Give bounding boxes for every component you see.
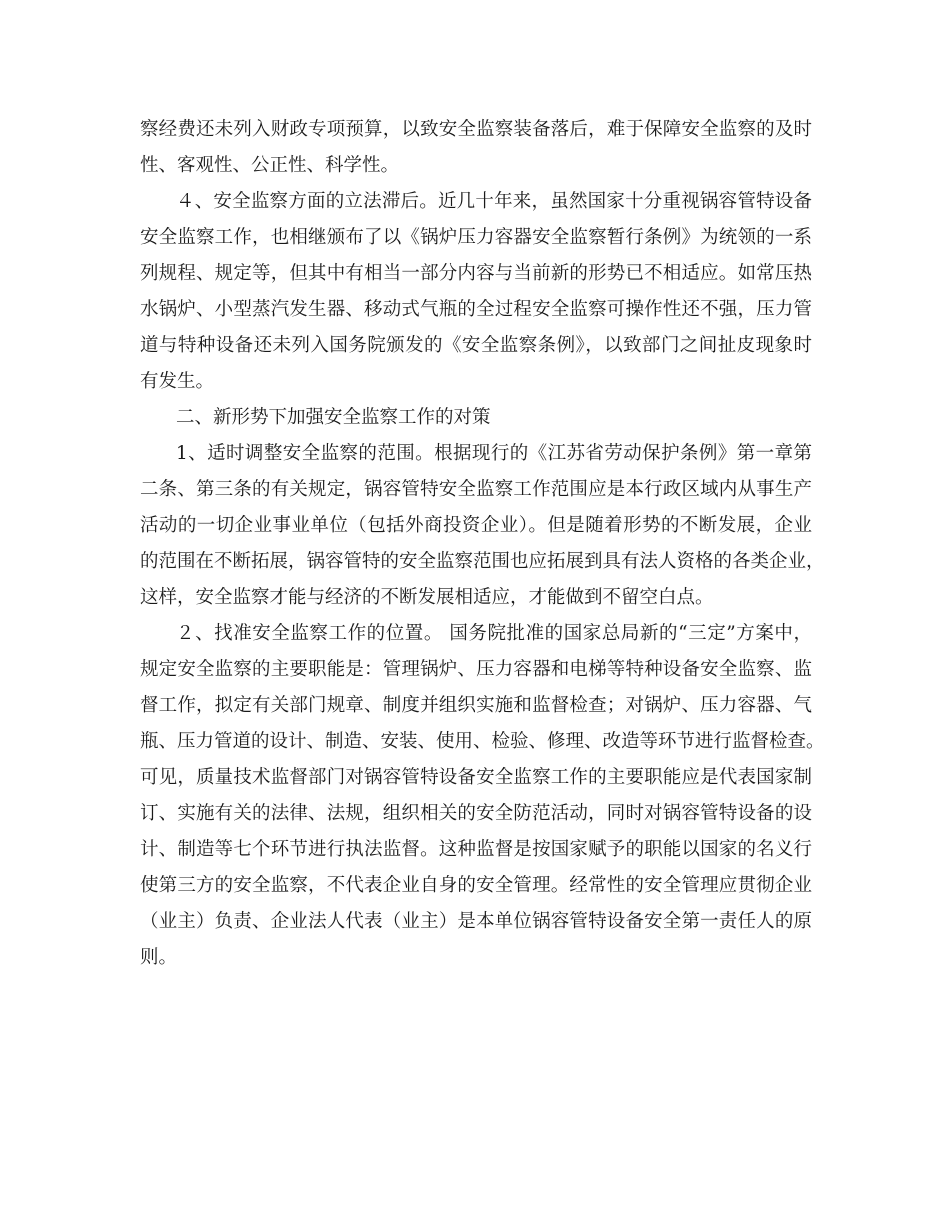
text-line: 可见，质量技术监督部门对锅容管特设备安全监察工作的主要职能应是代表国家制 [140,767,812,788]
text-line: 二条、第三条的有关规定，锅容管特安全监察工作范围应是本行政区域内从事生产 [140,479,812,500]
text-line: 列规程、规定等，但其中有相当一部分内容与当前新的形势已不相适应。如常压热 [140,263,812,284]
text-line: 订、实施有关的法律、法规，组织相关的安全防范活动，同时对锅容管特设备的设 [140,803,812,824]
text-line: 道与特种设备还未列入国务院颁发的《安全监察条例》，以致部门之间扯皮现象时 [140,335,812,356]
text-line: 使第三方的安全监察，不代表企业自身的安全管理。经常性的安全管理应贯彻企业 [140,875,812,896]
section-heading: 二、新形势下加强安全监察工作的对策 [176,407,491,428]
text-line: ４、安全监察方面的立法滞后。近几十年来，虽然国家十分重视锅容管特设备 [176,191,812,212]
text-line: 察经费还未列入财政专项预算，以致安全监察装备落后，难于保障安全监察的及时 [140,119,812,140]
text-line: 活动的一切企业事业单位（包括外商投资企业）。但是随着形势的不断发展，企业 [140,515,812,536]
text-line: 这样，安全监察才能与经济的不断发展相适应，才能做到不留空白点。 [140,587,714,608]
text-line: 规定安全监察的主要职能是：管理锅炉、压力容器和电梯等特种设备安全监察、监 [140,659,812,680]
text-line: 的范围在不断拓展，锅容管特的安全监察范围也应拓展到具有法人资格的各类企业， [140,551,825,572]
text-line: 水锅炉、小型蒸汽发生器、移动式气瓶的全过程安全监察可操作性还不强，压力管 [140,299,812,320]
text-line: 瓶、压力管道的设计、制造、安装、使用、检验、修理、改造等环节进行监督检查。 [140,731,825,752]
text-line: 1、适时调整安全监察的范围。根据现行的《江苏省劳动保护条例》第一章第 [176,443,812,464]
text-line: ２、找准安全监察工作的位置。 国务院批准的国家总局新的“三定”方案中， [176,623,812,644]
text-line: （业主）负责、企业法人代表（业主）是本单位锅容管特设备安全第一责任人的原 [140,911,812,932]
text-line: 有发生。 [140,371,215,392]
text-line: 督工作，拟定有关部门规章、制度并组织实施和监督检查；对锅炉、压力容器、气 [140,695,812,716]
text-line: 计、制造等七个环节进行执法监督。这种监督是按国家赋予的职能以国家的名义行 [140,839,812,860]
text-line: 性、客观性、公正性、科学性。 [140,155,400,176]
text-line: 则。 [140,947,178,968]
text-line: 安全监察工作，也相继颁布了以《锅炉压力容器安全监察暂行条例》为统领的一系 [140,227,812,248]
